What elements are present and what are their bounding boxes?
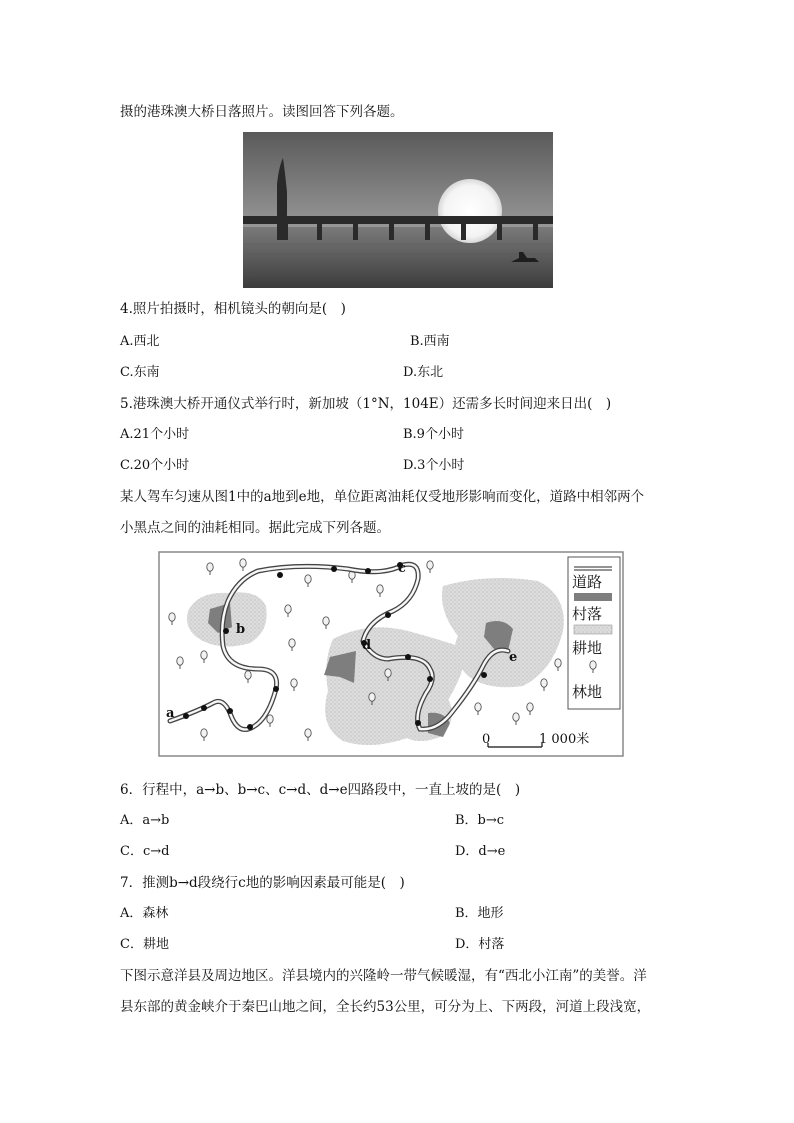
legend-village: 村落	[572, 605, 603, 623]
q7-option-c[interactable]: C．耕地	[120, 937, 169, 952]
q7-option-a[interactable]: A．森林	[120, 906, 169, 921]
label-a: a	[166, 706, 175, 721]
legend-farmland: 耕地	[572, 639, 603, 657]
sea	[243, 227, 553, 288]
question-7-stem: 7．推测b→d段绕行c地的影响因素最可能是( )	[120, 875, 405, 891]
q6-option-b[interactable]: B．b→c	[455, 813, 505, 828]
setting-sun	[438, 179, 502, 243]
scale-length: 1 000米	[539, 732, 590, 747]
q6-option-d[interactable]: D．d→e	[455, 844, 506, 859]
q5-option-c[interactable]: C.20个小时	[120, 458, 190, 473]
label-c: c	[398, 561, 406, 576]
q6-option-c[interactable]: C．c→d	[120, 844, 170, 859]
q4-option-d[interactable]: D.东北	[403, 365, 444, 380]
q5-option-a[interactable]: A.21个小时	[120, 427, 190, 442]
scale-zero: 0	[482, 732, 491, 747]
question-5-stem: 5.港珠澳大桥开通仪式举行时，新加坡（1°N，104E）还需多长时间迎来日出( )	[120, 396, 612, 412]
q6-option-a[interactable]: A．a→b	[120, 813, 170, 828]
q4-option-a[interactable]: A.西北	[120, 334, 160, 349]
intro-text-yang-county-line1: 下图示意洋县及周边地区。洋县境内的兴隆岭一带气候暖湿，有“西北小江南”的美誉。洋	[120, 968, 647, 984]
bridge-sunset-photo	[243, 132, 553, 288]
label-e: e	[509, 650, 518, 665]
bridge-deck	[243, 216, 553, 224]
q4-option-c[interactable]: C.东南	[120, 365, 160, 380]
legend-forest: 林地	[572, 683, 603, 701]
q4-option-b[interactable]: B.西南	[410, 334, 450, 349]
label-d: d	[362, 638, 372, 653]
q5-option-d[interactable]: D.3个小时	[403, 458, 465, 473]
intro-text-map-line1: 某人驾车匀速从图1中的a地到e地，单位距离油耗仅受地形影响而变化，道路中相邻两个	[120, 489, 645, 505]
intro-text-map-line2: 小黑点之间的油耗相同。据此完成下列各题。	[120, 520, 390, 536]
intro-text-photo: 摄的港珠澳大桥日落照片。读图回答下列各题。	[120, 104, 404, 120]
intro-text-yang-county-line2: 县东部的黄金峡介于秦巴山地之间，全长约53公里，可分为上、下两段，河道上段浅宽，	[120, 999, 651, 1015]
q7-option-d[interactable]: D．村落	[455, 937, 505, 952]
question-4-stem: 4.照片拍摄时，相机镜头的朝向是( )	[120, 301, 346, 317]
question-6-stem: 6．行程中，a→b、b→c、c→d、d→e四路段中，一直上坡的是( )	[120, 782, 521, 798]
road-map-figure	[158, 551, 624, 757]
q5-option-b[interactable]: B.9个小时	[403, 427, 464, 442]
legend-road: 道路	[572, 573, 603, 591]
q7-option-b[interactable]: B．地形	[455, 906, 504, 921]
label-b: b	[236, 622, 246, 637]
map-legend	[568, 557, 620, 709]
